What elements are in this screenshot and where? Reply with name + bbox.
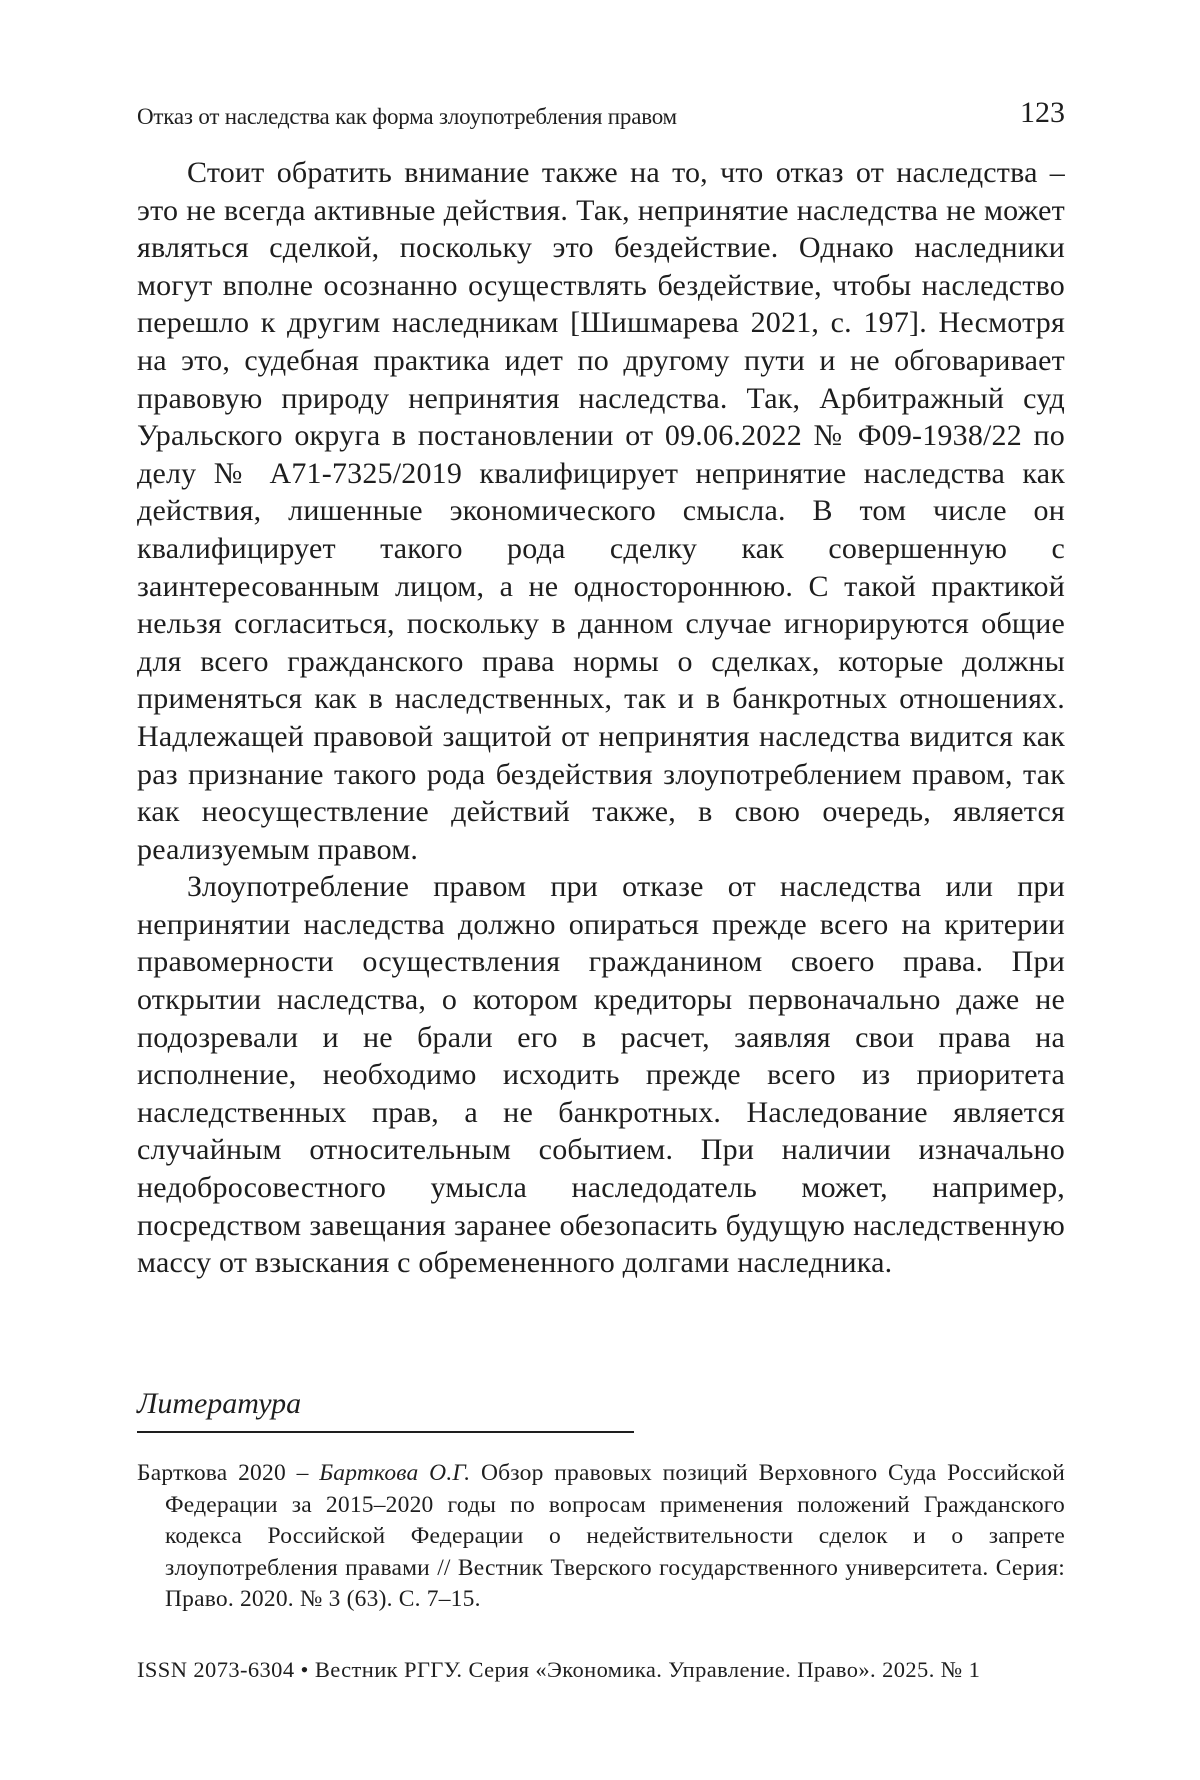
body-paragraph: Злоупотребление правом при отказе от наследства или при непринятии наследства должно опираться прежде всего на критерии правомерности осуществления гражданином своего права. При открытии наследства, о котором кредиторы первоначально даже не подозревали и не брали его в расчет, заявляя свои права на исполнение, необходимо исходить прежде всего из приоритета наследственных прав, а не банкротных. Наследование является случайным относительным событием. При наличии изначально недобросовестного умысла наследодатель может, например, посредством завещания заранее обезопасить будущую наследственную массу от взыскания с обремененного долгами наследника.: [137, 870, 1065, 1280]
literature-heading: Литература: [137, 1387, 302, 1420]
page-number: 123: [1020, 96, 1065, 129]
running-head-title: Отказ от наследства как форма злоупотребления правом: [137, 104, 677, 129]
literature-divider: [137, 1431, 634, 1433]
journal-footer: ISSN 2073-6304 • Вестник РГГУ. Серия «Экономика. Управление. Право». 2025. № 1: [137, 1657, 981, 1682]
running-head: [137, 96, 1065, 136]
reference-list: [137, 1458, 1065, 1616]
reference-item: [137, 1458, 1065, 1616]
article-body: [137, 154, 1065, 1282]
reference-key: Барткова 2020 –: [137, 1460, 320, 1486]
reference-text: Обзор правовых позиций Верховного Суда Российской Федерации за 2015–2020 годы по вопросам применения положений Гражданского кодекса Российской Федерации о недействительности сделок и о запрете злоупотребления правами // Вестник Тверского государственного университета. Серия: Право. 2020. № 3 (63). С. 7–15.: [165, 1460, 1065, 1612]
body-paragraph: Стоит обратить внимание также на то, что отказ от наследства – это не всегда активные действия. Так, непринятие наследства не может являться сделкой, поскольку это бездействие. Однако наследники могут вполне осознанно осуществлять бездействие, чтобы наследство перешло к другим наследникам [Шишмарева 2021, с. 197]. Несмотря на это, судебная практика идет по другому пути и не обговаривает правовую природу непринятия наследства. Так, Арбитражный суд Уральского округа в постановлении от 09.06.2022 № Ф09-1938/22 по делу № А71-7325/2019 квалифицирует непринятие наследства как действия, лишенные экономического смысла. В том числе он квалифицирует такого рода сделку как совершенную с заинтересованным лицом, а не одностороннюю. С такой практикой нельзя согласиться, поскольку в данном случае игнорируются общие для всего гражданского права нормы о сделках, которые должны применяться как в наследственных, так и в банкротных отношениях. Надлежащей правовой защитой от непринятия наследства видится как раз признание такого рода бездействия злоупотреблением правом, так как неосуществление действий также, в свою очередь, является реализуемым правом.: [137, 156, 1065, 866]
reference-author: Барткова О.Г.: [319, 1460, 471, 1486]
journal-page: [137, 0, 1065, 1780]
